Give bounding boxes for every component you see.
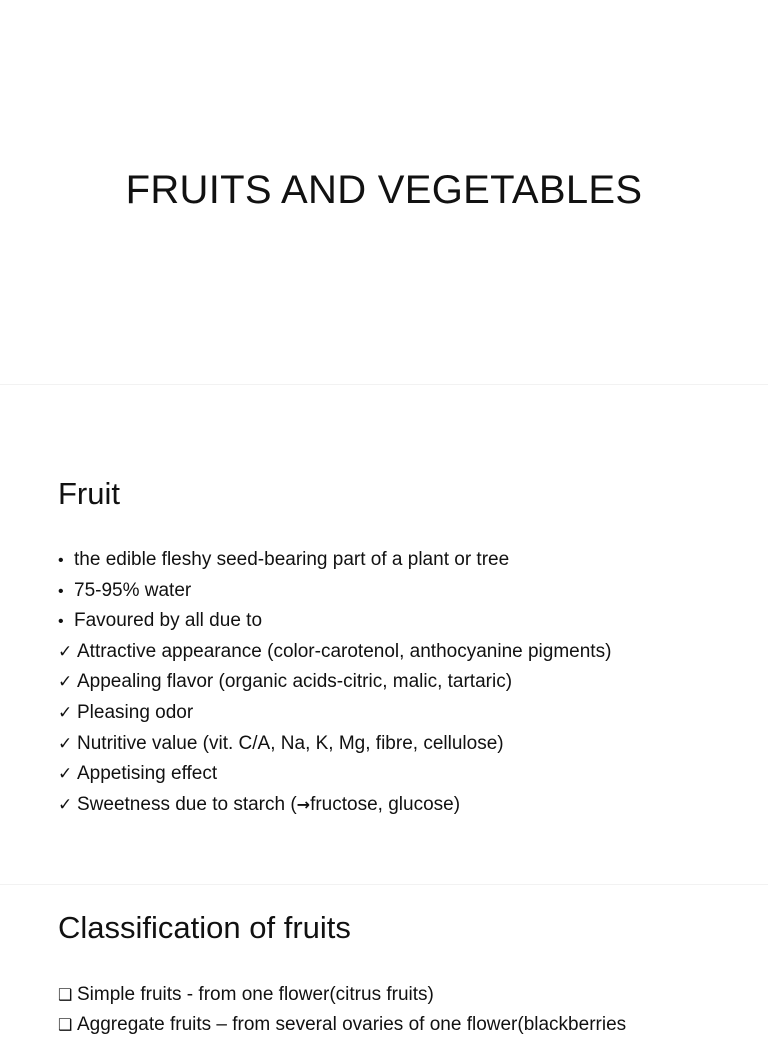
checkmark-icon: ✓ <box>58 733 73 754</box>
list-item-text: Aggregate fruits – from several ovaries of one flower(blackberries <box>77 1013 627 1035</box>
list-item-text: Favoured by all due to <box>74 610 263 632</box>
checkmark-icon: ✓ <box>58 672 73 693</box>
list-item-text <box>77 790 460 820</box>
list-item-text-part: Sweetness due to starch ( <box>77 793 297 815</box>
list-item-text: Appealing flavor (organic acids-citric, malic, tartaric) <box>77 671 513 693</box>
checkbox-bullet-icon: ❑ <box>58 1014 73 1034</box>
checkmark-icon: ✓ <box>58 702 73 723</box>
list-item-text: the edible fleshy seed-bearing part of a plant or tree <box>74 549 510 570</box>
checkmark-icon: ✓ <box>58 641 73 662</box>
list-item <box>58 637 748 668</box>
list-item <box>58 698 748 729</box>
list-item <box>58 1010 748 1039</box>
slide-heading: Fruit <box>58 476 120 511</box>
slide-title <box>0 0 768 384</box>
checkmark-icon: ✓ <box>58 764 73 785</box>
list-item <box>58 606 748 637</box>
list-item <box>58 545 748 576</box>
classification-list <box>58 980 748 1039</box>
bullet-icon: • <box>58 552 64 569</box>
bullet-icon: • <box>58 613 64 631</box>
fruit-points-list <box>58 545 748 820</box>
list-item-text-part: fructose, glucose) <box>310 793 461 815</box>
list-item-text: Attractive appearance (color-carotenol, anthocyanine pigments) <box>77 640 612 662</box>
slide-fruit <box>0 385 768 884</box>
list-item-text: Pleasing odor <box>77 701 194 723</box>
checkmark-icon: ✓ <box>58 794 73 815</box>
slide-heading: Classification of fruits <box>58 910 351 945</box>
list-item <box>58 790 748 821</box>
list-item-text: Nutritive value (vit. C/A, Na, K, Mg, fibre, cellulose) <box>77 732 504 754</box>
list-item <box>58 667 748 698</box>
bullet-icon: • <box>58 582 64 600</box>
presentation-title: FRUITS AND VEGETABLES <box>125 168 643 212</box>
list-item <box>58 759 748 790</box>
list-item <box>58 980 748 1010</box>
list-item-text: 75-95% water <box>74 579 192 601</box>
arrow-right-icon: → <box>296 794 311 814</box>
list-item-text: Appetising effect <box>77 763 218 785</box>
slide-classification <box>0 885 768 1035</box>
list-item-text: Simple fruits - from one flower(citrus fruits) <box>77 984 434 1005</box>
checkbox-bullet-icon: ❑ <box>58 985 73 1004</box>
list-item <box>58 576 748 607</box>
list-item <box>58 729 748 760</box>
